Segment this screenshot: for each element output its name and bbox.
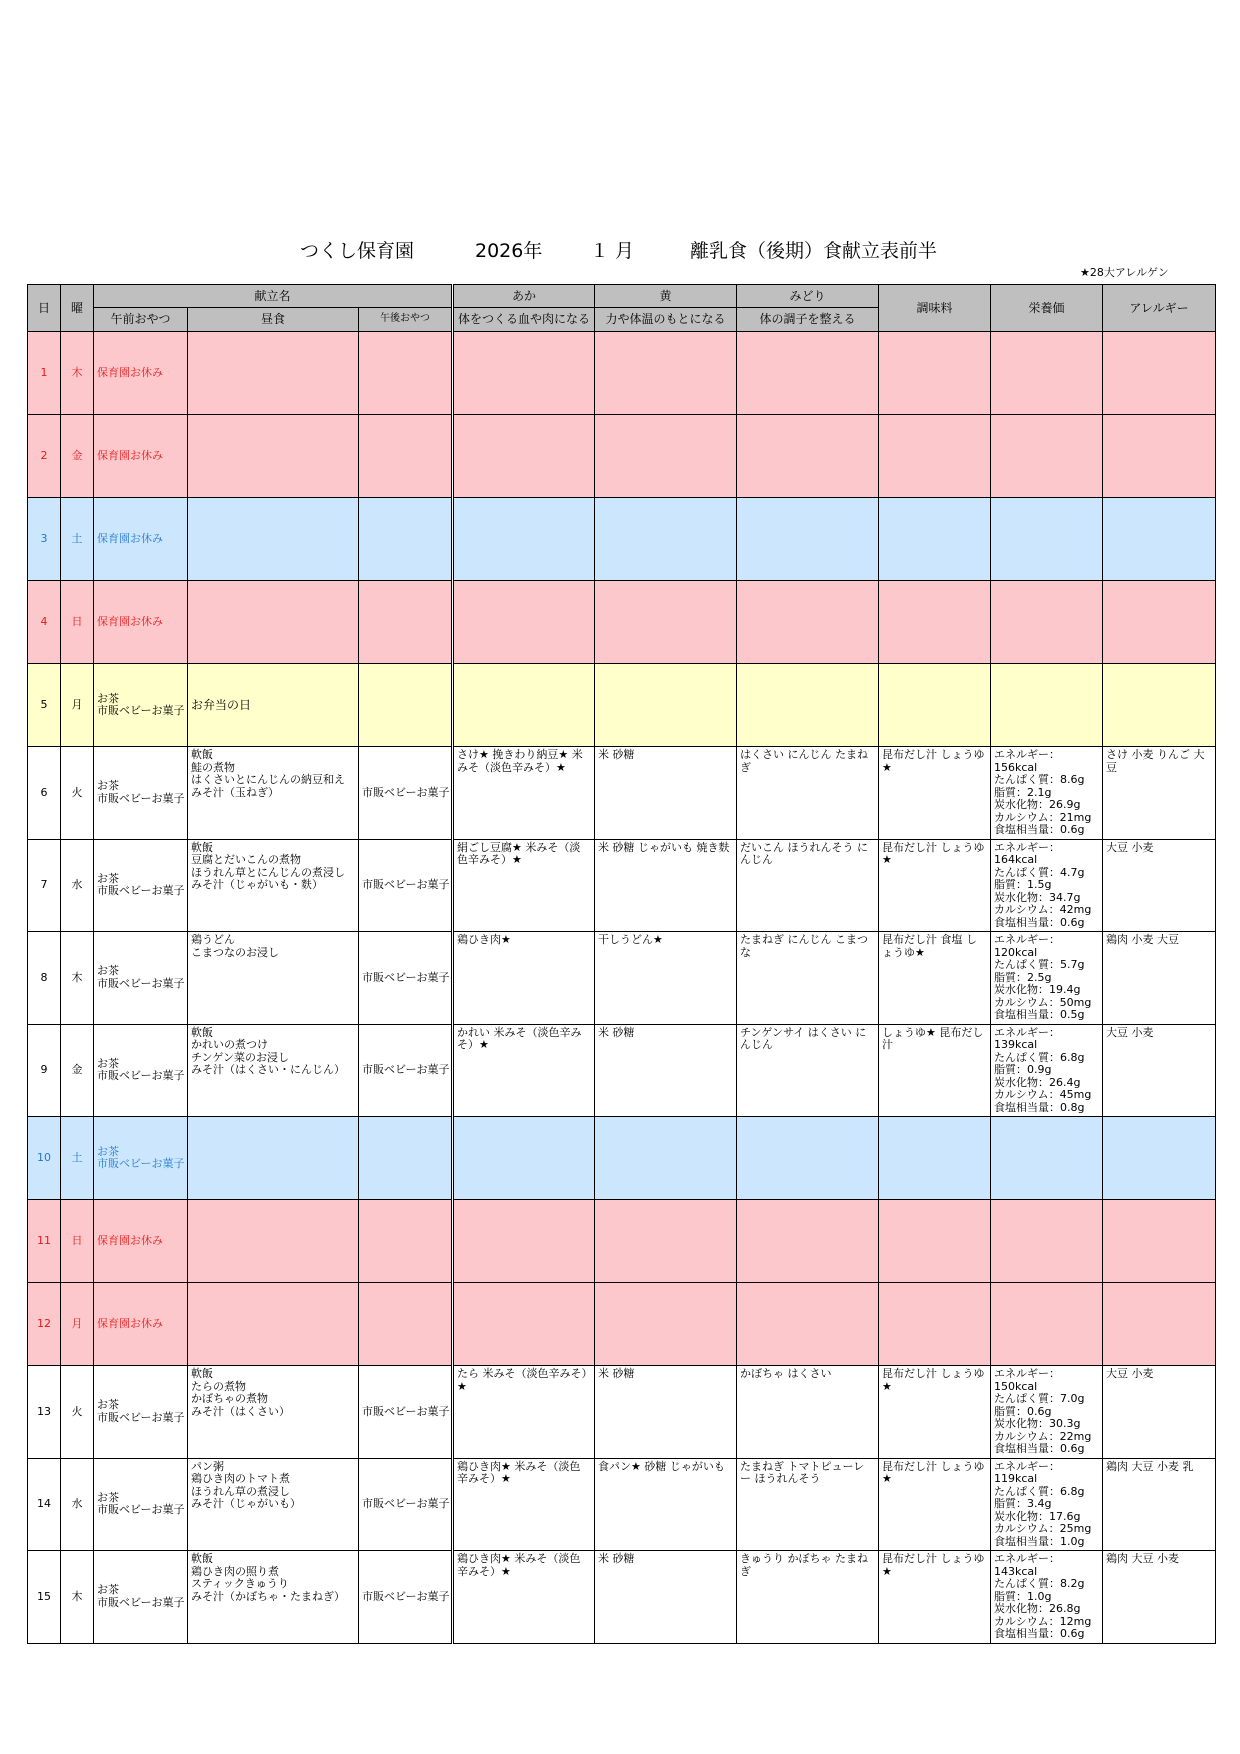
allergy: さけ 小麦 りんご 大豆: [1103, 747, 1216, 840]
header-menu-group: 献立名: [94, 285, 453, 308]
weekday: 水: [61, 1458, 94, 1551]
pm-snack: 市販ベビーお菓子: [359, 1366, 453, 1459]
lunch-menu: 軟飯 たらの煮物 かぼちゃの煮物 みそ汁（はくさい）: [188, 1366, 359, 1459]
green-foods: きゅうり かぼちゃ たまねぎ: [737, 1551, 879, 1644]
green-foods: [737, 1117, 879, 1200]
red-foods: [453, 332, 595, 415]
am-snack: お茶 市販ベビーお菓子: [94, 1551, 188, 1644]
nutrition: [991, 581, 1103, 664]
allergy: 鶏肉 大豆 小麦: [1103, 1551, 1216, 1644]
header-am-snack: 午前おやつ: [94, 308, 188, 332]
day-number: 11: [28, 1200, 61, 1283]
green-foods: チンゲンサイ はくさい にんじん: [737, 1024, 879, 1117]
red-foods: たら 米みそ（淡色辛みそ）★: [453, 1366, 595, 1459]
weekday: 月: [61, 664, 94, 747]
lunch-menu: [188, 581, 359, 664]
day-number: 15: [28, 1551, 61, 1644]
table-row: [28, 1283, 1216, 1366]
red-foods: [453, 1117, 595, 1200]
pm-snack: 市販ベビーお菓子: [359, 747, 453, 840]
month: １ 月: [590, 240, 635, 262]
weekday: 日: [61, 1200, 94, 1283]
allergy: 鶏肉 大豆 小麦 乳: [1103, 1458, 1216, 1551]
red-foods: 鶏ひき肉★: [453, 932, 595, 1025]
am-snack: お茶 市販ベビーお菓子: [94, 1024, 188, 1117]
table-row: [28, 498, 1216, 581]
nutrition: エネルギー：164kcal たんぱく質：4.7g 脂質：1.5g 炭水化物：34.7g カルシウム：42mg 食塩相当量：0.6g: [991, 839, 1103, 932]
header-seasoning: 調味料: [879, 285, 991, 332]
yellow-foods: [595, 1283, 737, 1366]
pm-snack: [359, 415, 453, 498]
weekday: 火: [61, 747, 94, 840]
allergy: [1103, 664, 1216, 747]
green-foods: [737, 498, 879, 581]
pm-snack: 市販ベビーお菓子: [359, 1458, 453, 1551]
weekday: 土: [61, 498, 94, 581]
green-foods: [737, 664, 879, 747]
lunch-menu: [188, 1200, 359, 1283]
am-snack: お茶 市販ベビーお菓子: [94, 747, 188, 840]
allergy: [1103, 1283, 1216, 1366]
pm-snack: [359, 664, 453, 747]
allergy: 大豆 小麦: [1103, 839, 1216, 932]
red-foods: [453, 498, 595, 581]
header-green: みどり: [737, 285, 879, 308]
pm-snack: [359, 581, 453, 664]
red-foods: [453, 1200, 595, 1283]
lunch-menu: [188, 1117, 359, 1200]
lunch-menu: 軟飯 豆腐とだいこんの煮物 ほうれん草とにんじんの煮浸し みそ汁（じゃがいも・麩）: [188, 839, 359, 932]
pm-snack: [359, 332, 453, 415]
allergy: 大豆 小麦: [1103, 1366, 1216, 1459]
allergy: [1103, 498, 1216, 581]
header-allergy: アレルギー: [1103, 285, 1216, 332]
table-row: [28, 932, 1216, 1025]
table-row: [28, 1551, 1216, 1644]
weekday: 木: [61, 1551, 94, 1644]
header-weekday: 曜: [61, 285, 94, 332]
table-row: [28, 1458, 1216, 1551]
day-number: 14: [28, 1458, 61, 1551]
am-snack: お茶 市販ベビーお菓子: [94, 839, 188, 932]
header-pm-snack: 午後おやつ: [359, 308, 453, 332]
red-foods: 絹ごし豆腐★ 米みそ（淡色辛みそ）★: [453, 839, 595, 932]
red-foods: さけ★ 挽きわり納豆★ 米みそ（淡色辛みそ）★: [453, 747, 595, 840]
header-green-desc: 体の調子を整える: [737, 308, 879, 332]
allergy: 大豆 小麦: [1103, 1024, 1216, 1117]
green-foods: [737, 1283, 879, 1366]
day-number: 1: [28, 332, 61, 415]
allergy: [1103, 332, 1216, 415]
table-row: [28, 1117, 1216, 1200]
seasoning: [879, 332, 991, 415]
green-foods: はくさい にんじん たまねぎ: [737, 747, 879, 840]
nutrition: [991, 664, 1103, 747]
lunch-menu: 軟飯 鮭の煮物 はくさいとにんじんの納豆和え みそ汁（玉ねぎ）: [188, 747, 359, 840]
weekday: 月: [61, 1283, 94, 1366]
nutrition: エネルギー：119kcal たんぱく質：6.8g 脂質：3.4g 炭水化物：17.6g カルシウム：25mg 食塩相当量：1.0g: [991, 1458, 1103, 1551]
header-lunch: 昼食: [188, 308, 359, 332]
menu-title: 離乳食（後期）食献立表前半: [690, 240, 938, 262]
seasoning: [879, 1117, 991, 1200]
green-foods: だいこん ほうれんそう にんじん: [737, 839, 879, 932]
pm-snack: [359, 1200, 453, 1283]
weekday: 金: [61, 1024, 94, 1117]
pm-snack: 市販ベビーお菓子: [359, 932, 453, 1025]
seasoning: [879, 415, 991, 498]
yellow-foods: 米 砂糖: [595, 747, 737, 840]
table-row: [28, 1366, 1216, 1459]
yellow-foods: 食パン★ 砂糖 じゃがいも: [595, 1458, 737, 1551]
green-foods: たまねぎ にんじん こまつな: [737, 932, 879, 1025]
am-snack: 保育園お休み: [94, 332, 188, 415]
seasoning: [879, 1200, 991, 1283]
allergy: 鶏肉 小麦 大豆: [1103, 932, 1216, 1025]
yellow-foods: [595, 664, 737, 747]
lunch-menu: 鶏うどん こまつなのお浸し: [188, 932, 359, 1025]
yellow-foods: [595, 1200, 737, 1283]
green-foods: [737, 415, 879, 498]
red-foods: [453, 664, 595, 747]
day-number: 2: [28, 415, 61, 498]
header-red-desc: 体をつくる血や肉になる: [453, 308, 595, 332]
am-snack: お茶 市販ベビーお菓子: [94, 1117, 188, 1200]
day-number: 3: [28, 498, 61, 581]
table-row: [28, 664, 1216, 747]
yellow-foods: [595, 1117, 737, 1200]
pm-snack: 市販ベビーお菓子: [359, 1551, 453, 1644]
green-foods: [737, 332, 879, 415]
weekday: 金: [61, 415, 94, 498]
am-snack: 保育園お休み: [94, 1200, 188, 1283]
seasoning: [879, 1283, 991, 1366]
yellow-foods: 米 砂糖 じゃがいも 焼き麩: [595, 839, 737, 932]
seasoning: [879, 664, 991, 747]
nutrition: [991, 332, 1103, 415]
nutrition: エネルギー：143kcal たんぱく質：8.2g 脂質：1.0g 炭水化物：26.8g カルシウム：12mg 食塩相当量：0.6g: [991, 1551, 1103, 1644]
menu-table: [27, 284, 1216, 1644]
yellow-foods: [595, 498, 737, 581]
am-snack: お茶 市販ベビーお菓子: [94, 664, 188, 747]
seasoning: 昆布だし汁 しょうゆ★: [879, 1551, 991, 1644]
table-row: [28, 839, 1216, 932]
lunch-menu: [188, 498, 359, 581]
pm-snack: 市販ベビーお菓子: [359, 1024, 453, 1117]
table-row: [28, 415, 1216, 498]
day-number: 8: [28, 932, 61, 1025]
nutrition: [991, 498, 1103, 581]
weekday: 日: [61, 581, 94, 664]
pm-snack: [359, 1117, 453, 1200]
am-snack: 保育園お休み: [94, 581, 188, 664]
am-snack: 保育園お休み: [94, 415, 188, 498]
am-snack: お茶 市販ベビーお菓子: [94, 932, 188, 1025]
day-number: 7: [28, 839, 61, 932]
seasoning: [879, 581, 991, 664]
lunch-menu: [188, 332, 359, 415]
lunch-menu: お弁当の日: [188, 664, 359, 747]
seasoning: 昆布だし汁 しょうゆ★: [879, 1366, 991, 1459]
lunch-menu: [188, 1283, 359, 1366]
seasoning: 昆布だし汁 しょうゆ★: [879, 747, 991, 840]
table-row: [28, 747, 1216, 840]
yellow-foods: 米 砂糖: [595, 1551, 737, 1644]
allergy: [1103, 1117, 1216, 1200]
weekday: 火: [61, 1366, 94, 1459]
red-foods: [453, 1283, 595, 1366]
table-row: [28, 1200, 1216, 1283]
green-foods: たまねぎ トマトピューレー ほうれんそう: [737, 1458, 879, 1551]
am-snack: お茶 市販ベビーお菓子: [94, 1366, 188, 1459]
seasoning: 昆布だし汁 しょうゆ★: [879, 1458, 991, 1551]
day-number: 12: [28, 1283, 61, 1366]
document-title: [300, 236, 1000, 262]
yellow-foods: [595, 581, 737, 664]
seasoning: [879, 498, 991, 581]
nutrition: [991, 1283, 1103, 1366]
day-number: 13: [28, 1366, 61, 1459]
yellow-foods: 米 砂糖: [595, 1366, 737, 1459]
yellow-foods: [595, 415, 737, 498]
header-day: 日: [28, 285, 61, 332]
yellow-foods: 干しうどん★: [595, 932, 737, 1025]
nursery-name: つくし保育園: [300, 240, 415, 262]
am-snack: 保育園お休み: [94, 498, 188, 581]
header-nutrition: 栄養価: [991, 285, 1103, 332]
weekday: 土: [61, 1117, 94, 1200]
green-foods: [737, 581, 879, 664]
seasoning: 昆布だし汁 食塩 しょうゆ★: [879, 932, 991, 1025]
red-foods: 鶏ひき肉★ 米みそ（淡色辛みそ）★: [453, 1551, 595, 1644]
table-row: [28, 581, 1216, 664]
allergen-note: ★28大アレルゲン: [1080, 266, 1169, 279]
nutrition: [991, 415, 1103, 498]
day-number: 6: [28, 747, 61, 840]
weekday: 木: [61, 932, 94, 1025]
am-snack: お茶 市販ベビーお菓子: [94, 1458, 188, 1551]
green-foods: [737, 1200, 879, 1283]
weekday: 水: [61, 839, 94, 932]
header-red: あか: [453, 285, 595, 308]
lunch-menu: パン粥 鶏ひき肉のトマト煮 ほうれん草の煮浸し みそ汁（じゃがいも）: [188, 1458, 359, 1551]
yellow-foods: 米 砂糖: [595, 1024, 737, 1117]
lunch-menu: 軟飯 かれいの煮つけ チンゲン菜のお浸し みそ汁（はくさい・にんじん）: [188, 1024, 359, 1117]
seasoning: しょうゆ★ 昆布だし汁: [879, 1024, 991, 1117]
header-yellow-desc: 力や体温のもとになる: [595, 308, 737, 332]
lunch-menu: [188, 415, 359, 498]
pm-snack: [359, 498, 453, 581]
red-foods: かれい 米みそ（淡色辛みそ）★: [453, 1024, 595, 1117]
day-number: 9: [28, 1024, 61, 1117]
green-foods: かぼちゃ はくさい: [737, 1366, 879, 1459]
pm-snack: [359, 1283, 453, 1366]
nutrition: エネルギー：120kcal たんぱく質：5.7g 脂質：2.5g 炭水化物：19.4g カルシウム：50mg 食塩相当量：0.5g: [991, 932, 1103, 1025]
red-foods: 鶏ひき肉★ 米みそ（淡色辛みそ）★: [453, 1458, 595, 1551]
am-snack: 保育園お休み: [94, 1283, 188, 1366]
header-yellow: 黄: [595, 285, 737, 308]
nutrition: エネルギー：150kcal たんぱく質：7.0g 脂質：0.6g 炭水化物：30.3g カルシウム：22mg 食塩相当量：0.6g: [991, 1366, 1103, 1459]
allergy: [1103, 1200, 1216, 1283]
day-number: 4: [28, 581, 61, 664]
red-foods: [453, 415, 595, 498]
day-number: 5: [28, 664, 61, 747]
day-number: 10: [28, 1117, 61, 1200]
red-foods: [453, 581, 595, 664]
nutrition: エネルギー：139kcal たんぱく質：6.8g 脂質：0.9g 炭水化物：26.4g カルシウム：45mg 食塩相当量：0.8g: [991, 1024, 1103, 1117]
table-row: [28, 1024, 1216, 1117]
lunch-menu: 軟飯 鶏ひき肉の照り煮 スティックきゅうり みそ汁（かぼちゃ・たまねぎ）: [188, 1551, 359, 1644]
nutrition: [991, 1117, 1103, 1200]
pm-snack: 市販ベビーお菓子: [359, 839, 453, 932]
table-row: [28, 332, 1216, 415]
allergy: [1103, 581, 1216, 664]
allergy: [1103, 415, 1216, 498]
weekday: 木: [61, 332, 94, 415]
seasoning: 昆布だし汁 しょうゆ★: [879, 839, 991, 932]
yellow-foods: [595, 332, 737, 415]
year: 2026年: [475, 240, 543, 262]
nutrition: [991, 1200, 1103, 1283]
nutrition: エネルギー：156kcal たんぱく質：8.6g 脂質：2.1g 炭水化物：26.9g カルシウム：21mg 食塩相当量：0.6g: [991, 747, 1103, 840]
